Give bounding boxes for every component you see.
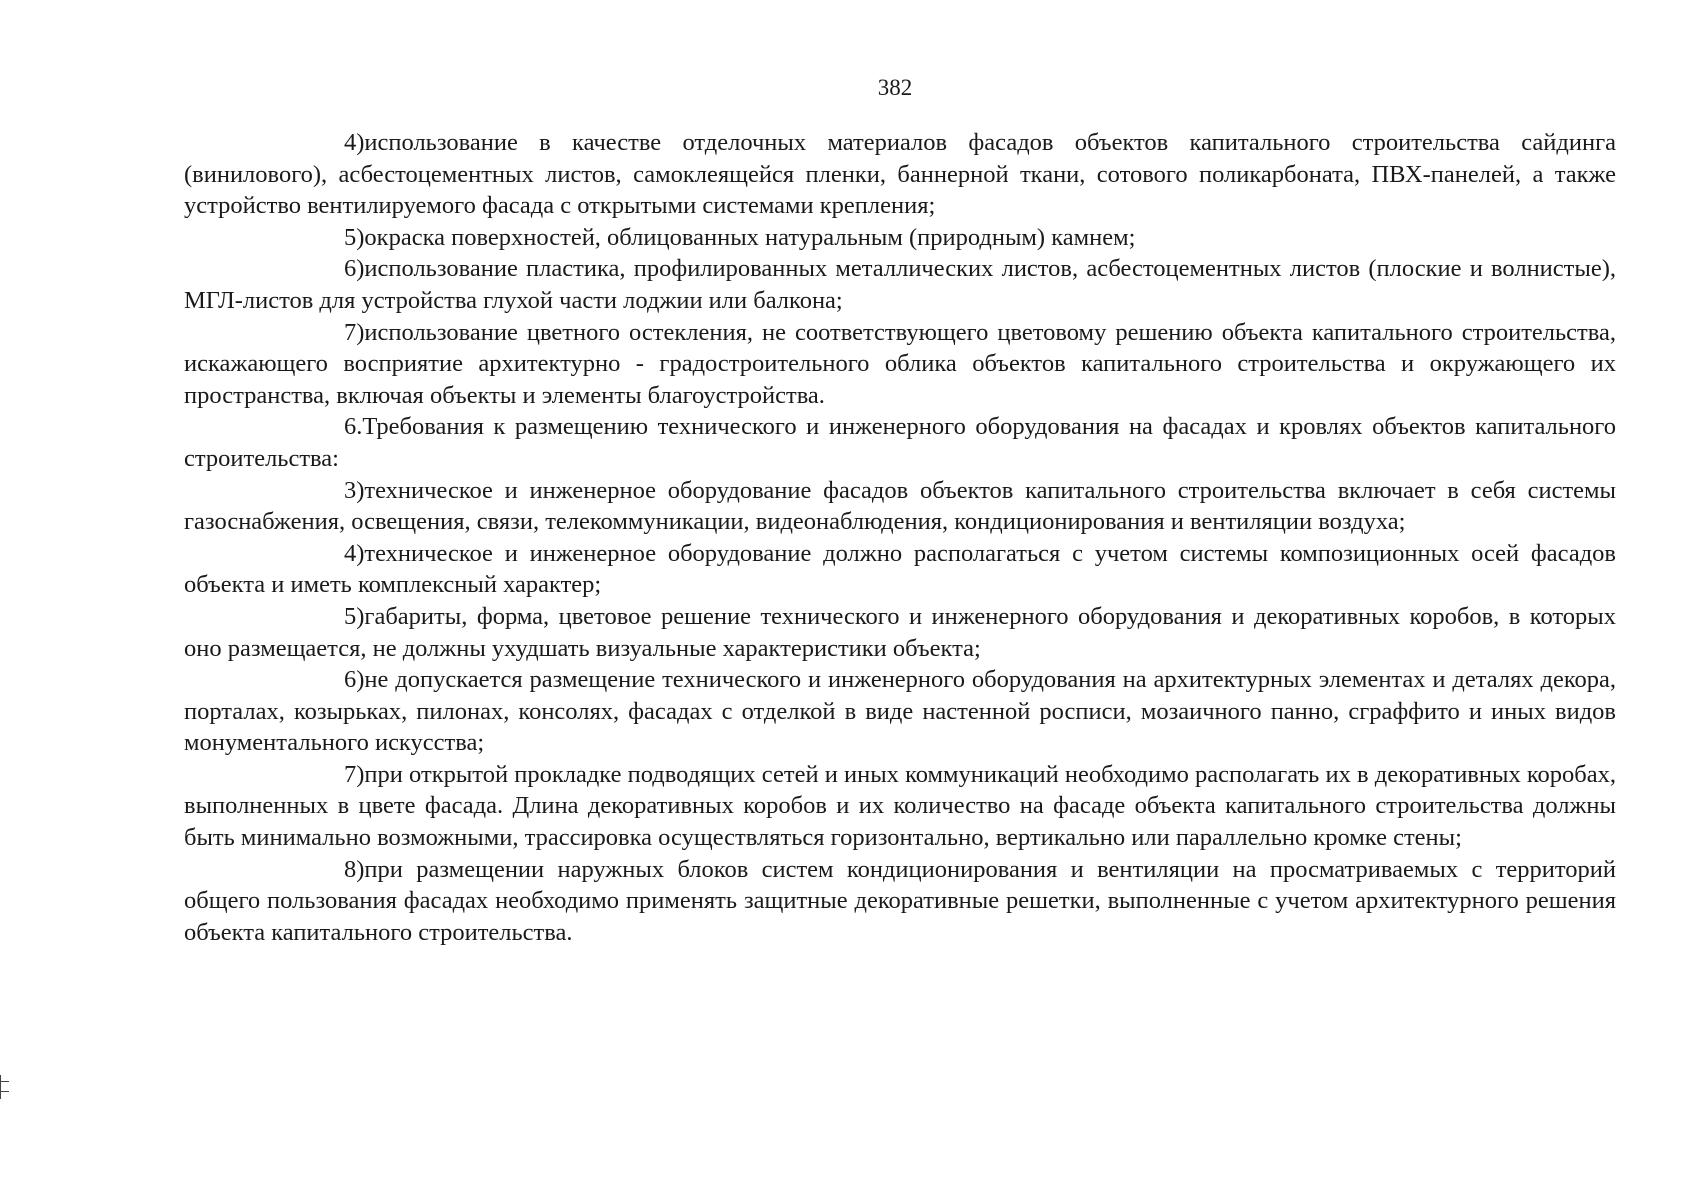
item-text: габариты, форма, цветовое решение технического и инженерного оборудования и декоративных коробов, в которых оно размещается, не должны ухудшать визуальные характеристики объекта; bbox=[184, 602, 1616, 662]
item-number: 6) bbox=[344, 255, 365, 283]
item-number: 6) bbox=[344, 666, 365, 694]
item-text: окраска поверхностей, облицованных натуральным (природным) камнем; bbox=[364, 223, 1136, 251]
document-body bbox=[184, 127, 1616, 948]
item-number: 5) bbox=[344, 602, 365, 630]
item-text: использование в качестве отделочных материалов фасадов объектов капитального строительства сайдинга (винилового), асбестоцементных листов, самоклеящейся пленки, баннерной ткани, сотового поликарбоната, ПВХ-панелей, а также устройство вентилируемого фасада с открытыми системами крепления; bbox=[184, 129, 1616, 220]
item-number: 3) bbox=[344, 476, 365, 504]
item-text: техническое и инженерное оборудование фасадов объектов капитального строительства включает в себя системы газоснабжения, освещения, связи, телекоммуникации, видеонаблюдения, кондиционирования и вентиляции воздуха; bbox=[184, 476, 1616, 536]
paragraph-item-5b bbox=[184, 601, 1616, 664]
item-text: использование пластика, профилированных металлических листов, асбестоцементных листов (плоские и волнистые), МГЛ-листов для устройства глухой части лоджии или балкона; bbox=[184, 255, 1616, 314]
item-number: 5) bbox=[344, 223, 365, 251]
item-text: при открытой прокладке подводящих сетей и иных коммуникаций необходимо располагать их в декоративных коробах, выполненных в цвете фасада. Длина декоративных коробов и их количество на фасаде объекта капитального строительства должны быть минимально возможными, трассировка осуществляться горизонтально, вертикально или параллельно кромке стены; bbox=[184, 760, 1616, 852]
paragraph-item-4b bbox=[184, 538, 1616, 601]
section-text: Требования к размещению технического и инженерного оборудования на фасадах и кровлях объектов капитального строительства: bbox=[184, 413, 1616, 472]
paragraph-item-8 bbox=[184, 854, 1616, 949]
item-number: 7) bbox=[344, 760, 365, 788]
item-text: при размещении наружных блоков систем кондиционирования и вентиляции на просматриваемых с территорий общего пользования фасадах необходимо применять защитные декоративные решетки, выполненные с учетом архитектурного решения объекта капитального строительства. bbox=[184, 855, 1616, 946]
paragraph-item-6 bbox=[184, 253, 1616, 316]
item-text: использование цветного остекления, не соответствующего цветовому решению объекта капитального строительства, искажающего восприятие архитектурно - градостроительного облика объектов капитального строительства и окружающего их пространства, включая объекты и элементы благоустройства. bbox=[184, 318, 1616, 409]
paragraph-item-6b bbox=[184, 664, 1616, 759]
paragraph-item-7b bbox=[184, 759, 1616, 854]
paragraph-item-4 bbox=[184, 127, 1616, 222]
paragraph-item-5 bbox=[184, 222, 1616, 254]
item-number: 8) bbox=[344, 855, 365, 883]
item-text: техническое и инженерное оборудование должно располагаться с учетом системы композиционных осей фасадов объекта и иметь комплексный характер; bbox=[184, 539, 1616, 599]
item-number: 4) bbox=[344, 539, 365, 567]
paragraph-item-3 bbox=[184, 475, 1616, 538]
scan-binding-mark bbox=[0, 1075, 11, 1099]
section-heading-6 bbox=[184, 411, 1616, 474]
paragraph-item-7 bbox=[184, 317, 1616, 412]
item-number: 4) bbox=[344, 129, 365, 156]
section-number: 6. bbox=[344, 413, 363, 441]
page-number: 382 bbox=[877, 75, 913, 100]
item-text: не допускается размещение технического и инженерного оборудования на архитектурных элементах и деталях декора, порталах, козырьках, пилонах, консолях, фасадах с отделкой в виде настенной росписи, мозаичного панно, сграффито и иных видов монументального искусства; bbox=[184, 666, 1616, 757]
item-number: 7) bbox=[344, 318, 365, 346]
